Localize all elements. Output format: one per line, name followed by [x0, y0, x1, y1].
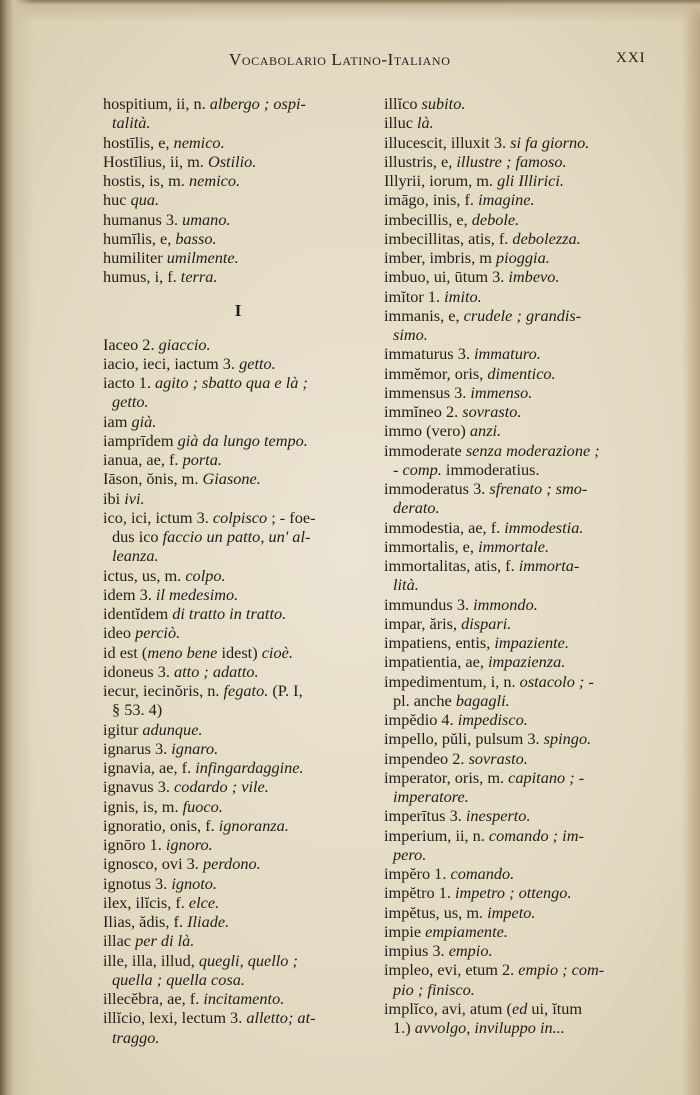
dictionary-line: [384, 729, 674, 748]
dictionary-line: [103, 912, 373, 931]
dictionary-line: [384, 152, 674, 171]
latin-text: illucescit, illuxit 3.: [384, 132, 511, 152]
italian-translation: perciò.: [135, 623, 181, 643]
italian-translation: fuoco.: [182, 796, 223, 816]
dictionary-line: [384, 691, 674, 710]
dictionary-line: [103, 931, 373, 950]
dictionary-line: [384, 633, 674, 652]
italian-translation: impaziente.: [494, 633, 569, 652]
dictionary-line: [384, 229, 674, 248]
dictionary-line: [103, 133, 373, 152]
dictionary-line: [384, 845, 674, 864]
latin-text: ignoratio, onis, f.: [103, 815, 219, 835]
italian-translation: derato.: [393, 498, 440, 518]
latin-text: immortalis, e,: [384, 536, 479, 556]
latin-text: idem 3.: [103, 584, 156, 604]
dictionary-line: [384, 614, 674, 633]
latin-text: humīlis, e,: [103, 228, 176, 248]
italian-translation: debole.: [471, 209, 520, 229]
latin-text: immoderatus 3.: [384, 479, 490, 498]
dictionary-line: [384, 806, 674, 825]
latin-text: ilex, ilĭcis, f.: [103, 892, 189, 912]
dictionary-line: [103, 835, 373, 854]
latin-text: impatiens, entis,: [384, 633, 495, 652]
dictionary-line: [384, 498, 674, 517]
italian-translation: talità.: [112, 113, 151, 133]
italian-translation: empio ; com-: [518, 960, 605, 980]
dictionary-line: [384, 575, 674, 594]
latin-text: Iāson, ŏnis, m.: [103, 469, 203, 489]
latin-text: immortalitas, atis, f.: [384, 556, 519, 575]
dictionary-line: [103, 854, 373, 873]
italian-translation: impeto.: [487, 902, 536, 922]
italian-translation: pio ; finisco.: [393, 979, 475, 999]
latin-text: Ilias, ădis, f.: [103, 912, 188, 931]
italian-translation: terra.: [180, 267, 218, 287]
dictionary-line: [103, 373, 373, 392]
italian-translation: comp.: [402, 459, 442, 479]
dictionary-line: [384, 287, 674, 306]
italian-translation: cioè.: [261, 642, 293, 662]
latin-text: iamprīdem: [103, 430, 178, 450]
dictionary-line: [384, 652, 674, 671]
latin-text: Illyrii, iorum, m.: [384, 171, 498, 190]
dictionary-line: [384, 421, 674, 440]
italian-translation: comando.: [450, 864, 515, 883]
latin-text: id est (: [103, 642, 148, 662]
italian-translation: pioggia.: [495, 248, 550, 267]
dictionary-line: [103, 412, 373, 431]
latin-text: ui, ĭtum: [527, 998, 583, 1018]
latin-text: iecur, iecinŏris, n.: [103, 681, 224, 700]
dictionary-line: [103, 546, 373, 565]
italian-translation: là.: [417, 113, 434, 133]
left-column: [103, 94, 373, 1047]
italian-translation: già da lungo tempo.: [177, 430, 308, 450]
right-column: [384, 94, 674, 1037]
dictionary-line: [103, 354, 373, 373]
latin-text: idoneus 3.: [103, 661, 174, 681]
italian-translation: impetro ; ottengo.: [455, 883, 572, 903]
latin-text: illuc: [384, 113, 418, 133]
italian-translation: dimentico.: [487, 363, 556, 383]
italian-translation: sovrasto.: [468, 748, 528, 768]
italian-translation: immaturo.: [474, 344, 541, 364]
dictionary-line: [384, 941, 674, 960]
dictionary-line: [384, 248, 674, 267]
dictionary-line: [384, 190, 674, 209]
latin-text: impĕdio 4.: [384, 710, 458, 729]
dictionary-line: [384, 344, 674, 363]
dictionary-line: [384, 402, 674, 421]
italian-translation: immodestia.: [504, 517, 584, 537]
dictionary-line: [384, 922, 674, 941]
dictionary-line: [384, 672, 674, 691]
dictionary-line: [384, 883, 674, 902]
latin-text: Iaceo 2.: [103, 334, 159, 354]
latin-text: ictus, us, m.: [103, 565, 186, 585]
italian-translation: simo.: [393, 325, 428, 344]
italian-translation: immortale.: [478, 536, 550, 556]
italian-translation: si fa giorno.: [510, 132, 590, 152]
italian-translation: inesperto.: [465, 806, 531, 826]
italian-translation: empiamente.: [425, 921, 508, 941]
italian-translation: sovrasto.: [462, 402, 522, 421]
italian-translation: agito ; sbatto qua e là ;: [155, 373, 308, 392]
dictionary-line: [384, 903, 674, 922]
latin-text: imperator, oris, m.: [384, 767, 509, 787]
dictionary-line: [103, 758, 373, 777]
latin-text: 1.): [393, 1018, 415, 1037]
italian-translation: traggo.: [112, 1027, 160, 1047]
latin-text: humiliter: [103, 248, 167, 267]
latin-text: immaturus 3.: [384, 344, 474, 364]
latin-text: hospitium, ii, n.: [103, 94, 210, 113]
italian-translation: elce.: [188, 892, 220, 912]
dictionary-line: [103, 585, 373, 604]
dictionary-line: [103, 210, 373, 229]
italian-translation: gli Illirici.: [497, 171, 564, 190]
italian-translation: umilmente.: [166, 248, 239, 267]
italian-translation: perdono.: [202, 854, 261, 874]
latin-text: illĭcio, lexi, lectum 3.: [103, 1008, 247, 1028]
latin-text: imperium, ii, n.: [384, 825, 489, 845]
latin-text: ibi: [103, 488, 125, 508]
dictionary-line: [384, 479, 674, 498]
italian-translation: lità.: [393, 575, 419, 595]
italian-translation: comando ; im-: [488, 825, 584, 845]
dictionary-line: [103, 469, 373, 488]
italian-translation: ivi.: [124, 488, 145, 508]
latin-text: igitur: [103, 719, 143, 739]
italian-translation: immondo.: [473, 594, 538, 614]
latin-text: immoderatius.: [441, 459, 540, 479]
latin-text: illecĕbra, ae, f.: [103, 989, 204, 1008]
italian-translation: per di là.: [135, 931, 195, 951]
italian-translation: nemico.: [173, 132, 225, 152]
dictionary-line: [103, 335, 373, 354]
latin-text: ille, illa, illud,: [103, 950, 199, 970]
latin-text: implĭco, avi, atum (: [384, 998, 512, 1018]
italian-translation: impazienza.: [487, 652, 566, 672]
italian-translation: dispari.: [461, 613, 512, 633]
latin-text: immoderate: [384, 440, 466, 460]
dictionary-line: [384, 460, 674, 479]
latin-text: ignis, is, m.: [103, 796, 183, 816]
dictionary-line: [103, 113, 373, 132]
latin-text: ianua, ae, f.: [103, 450, 183, 469]
italian-translation: illustre ; famoso.: [456, 151, 567, 171]
section-letter-heading: I: [234, 300, 242, 320]
latin-text: ignavus 3.: [103, 777, 174, 797]
italian-translation: infingardaggine.: [195, 758, 304, 777]
italian-translation: di tratto in tratto.: [172, 604, 287, 623]
italian-translation: imagine.: [478, 190, 535, 210]
italian-translation: incitamento.: [203, 989, 285, 1008]
dictionary-line: [103, 643, 373, 662]
italian-translation: basso.: [175, 228, 217, 248]
running-header: [0, 50, 700, 74]
italian-translation: nemico.: [188, 171, 241, 190]
italian-translation: anzi.: [469, 421, 502, 441]
dictionary-line: [103, 777, 373, 796]
dictionary-line: [103, 893, 373, 912]
latin-text: iacio, ieci, iactum 3.: [103, 353, 240, 373]
italian-translation: subito.: [421, 94, 466, 113]
italian-translation: quella ; quella cosa.: [112, 969, 245, 989]
latin-text: (P. I,: [268, 681, 303, 700]
dictionary-line: [103, 229, 373, 248]
latin-text: hostīlis, e,: [103, 132, 174, 152]
italian-translation: senza moderazione ;: [465, 440, 600, 460]
latin-text: humus, i, f.: [103, 267, 181, 287]
italian-translation: capitano ; -: [508, 767, 585, 787]
italian-translation: imperatore.: [393, 787, 469, 806]
latin-text: ; - foe-: [267, 507, 316, 527]
italian-translation: colpo.: [185, 565, 226, 585]
latin-text: impleo, evi, etum 2.: [384, 960, 519, 980]
dictionary-line: [384, 1018, 674, 1037]
italian-translation: fegato.: [223, 681, 269, 700]
italian-translation: bagagli.: [455, 690, 510, 710]
latin-text: humanus 3.: [103, 209, 183, 229]
latin-text: immodestia, ae, f.: [384, 517, 505, 537]
dictionary-line: [103, 190, 373, 209]
italian-translation: debolezza.: [512, 228, 581, 248]
dictionary-line: [384, 537, 674, 556]
header-title: Vocabolario Latino-Italiano: [229, 50, 451, 69]
dictionary-line: [103, 94, 373, 113]
latin-text: iam: [103, 411, 132, 431]
latin-text: impie: [384, 921, 426, 941]
dictionary-line: [384, 94, 674, 113]
dictionary-line: [384, 980, 674, 999]
italian-translation: codardo ; vile.: [174, 777, 269, 797]
dictionary-line: [384, 787, 674, 806]
italian-translation: getto.: [239, 353, 276, 373]
italian-translation: empio.: [448, 941, 493, 960]
latin-text: ignosco, ovi 3.: [103, 854, 203, 874]
dictionary-line: [384, 306, 674, 325]
italian-translation: il medesimo.: [155, 584, 239, 604]
latin-text: huc: [103, 190, 131, 210]
dictionary-line: [384, 383, 674, 402]
italian-translation: immenso.: [470, 382, 533, 402]
italian-translation: sfrenato ; smo-: [489, 479, 588, 498]
dictionary-line: [384, 768, 674, 787]
italian-translation: avvolgo, inviluppo in...: [414, 1018, 565, 1037]
italian-translation: adunque.: [142, 719, 203, 739]
italian-translation: impedisco.: [457, 710, 528, 729]
dictionary-line: [384, 325, 674, 344]
italian-translation: Ostilio.: [207, 151, 257, 171]
italian-translation: pero.: [393, 844, 427, 864]
italian-translation: qua.: [130, 190, 160, 210]
dictionary-line: [103, 248, 373, 267]
italian-translation: leanza.: [112, 546, 159, 566]
dictionary-line: [103, 739, 373, 758]
dictionary-line: [103, 681, 373, 700]
dictionary-line: [384, 595, 674, 614]
italian-translation: imito.: [444, 286, 482, 306]
dictionary-line: [103, 171, 373, 190]
latin-text: impĕro 1.: [384, 864, 451, 883]
dictionary-line: [103, 700, 373, 719]
dictionary-line: [103, 152, 373, 171]
dictionary-line: [103, 431, 373, 450]
dictionary-line: [384, 518, 674, 537]
latin-text: impius 3.: [384, 941, 449, 960]
latin-text: impedimentum, i, n.: [384, 671, 520, 691]
dictionary-line: [103, 527, 373, 546]
italian-translation: ignoro.: [165, 835, 213, 854]
latin-text: illĭco: [384, 94, 422, 113]
italian-translation: faccio un patto, un' al-: [162, 527, 311, 546]
italian-translation: getto.: [112, 392, 149, 412]
latin-text: impello, pŭli, pulsum 3.: [384, 729, 544, 749]
italian-translation: ignaro.: [171, 738, 219, 758]
dictionary-line: [103, 989, 373, 1008]
latin-text: impĕtro 1.: [384, 883, 455, 903]
latin-text: ignōro 1.: [103, 835, 166, 854]
dictionary-line: [103, 1028, 373, 1047]
latin-text: Hostīlius, ii, m.: [103, 151, 208, 171]
italian-translation: ed: [511, 998, 528, 1018]
dictionary-line: [384, 133, 674, 152]
latin-text: imāgo, inis, f.: [384, 190, 479, 210]
dictionary-line: [384, 171, 674, 190]
dictionary-line: [384, 556, 674, 575]
italian-translation: alletto; at-: [246, 1008, 316, 1028]
dictionary-line: [103, 508, 373, 527]
dictionary-line: [103, 874, 373, 893]
dictionary-line: [384, 864, 674, 883]
italian-translation: ostacolo ; -: [519, 671, 594, 691]
italian-translation: albergo ; ospi-: [209, 94, 306, 113]
latin-text: idest): [217, 642, 262, 662]
italian-translation: atto ; adatto.: [174, 661, 259, 681]
latin-text: pl. anche: [393, 690, 456, 710]
italian-translation: ignoto.: [171, 873, 217, 893]
latin-text: hostis, is, m.: [103, 171, 189, 190]
dictionary-line: [384, 826, 674, 845]
italian-translation: immorta-: [518, 556, 580, 575]
dictionary-line: [384, 960, 674, 979]
latin-text: ignarus 3.: [103, 738, 172, 758]
italian-translation: meno bene: [147, 642, 218, 662]
dictionary-line: [103, 566, 373, 585]
dictionary-line: [384, 999, 674, 1018]
latin-text: imbecillis, e,: [384, 209, 472, 229]
latin-text: illac: [103, 931, 136, 951]
latin-text: impar, ăris,: [384, 613, 462, 633]
dictionary-line: [103, 489, 373, 508]
italian-translation: colpisco: [212, 507, 268, 527]
latin-text: § 53. 4): [112, 700, 163, 720]
dictionary-line: [103, 662, 373, 681]
dictionary-line: [384, 267, 674, 286]
dictionary-line: [384, 113, 674, 132]
latin-text: ideo: [103, 623, 136, 643]
dictionary-line: [384, 210, 674, 229]
latin-text: ico, ici, ictum 3.: [103, 507, 213, 527]
latin-text: immundus 3.: [384, 594, 474, 614]
latin-text: -: [393, 459, 403, 479]
latin-text: impĕtus, us, m.: [384, 902, 488, 922]
latin-text: dus ico: [112, 527, 163, 546]
latin-text: iacto 1.: [103, 373, 155, 392]
dictionary-line: [103, 816, 373, 835]
dictionary-line: [103, 970, 373, 989]
italian-translation: crudele ; grandis-: [463, 305, 582, 325]
italian-translation: ignoranza.: [218, 815, 289, 835]
latin-text: immo (vero): [384, 421, 470, 441]
italian-translation: quegli, quello ;: [198, 950, 298, 970]
latin-text: ignavia, ae, f.: [103, 758, 196, 777]
entries-h: [103, 94, 373, 287]
dictionary-line: [103, 720, 373, 739]
dictionary-line: [103, 797, 373, 816]
latin-text: immĕmor, oris,: [384, 363, 488, 383]
latin-text: immensus 3.: [384, 382, 471, 402]
dictionary-line: [103, 604, 373, 623]
latin-text: imĭtor 1.: [384, 286, 445, 306]
italian-translation: già.: [131, 411, 157, 431]
dictionary-line: [103, 450, 373, 469]
entries-i: [103, 335, 373, 1047]
dictionary-line: [384, 364, 674, 383]
italian-translation: Iliade.: [187, 912, 230, 931]
latin-text: imperītus 3.: [384, 806, 466, 826]
latin-text: illustris, e,: [384, 151, 457, 171]
dictionary-line: [103, 1008, 373, 1027]
italian-translation: imbevo.: [508, 267, 560, 287]
dictionary-line: [103, 392, 373, 411]
italian-translation: umano.: [182, 209, 231, 229]
latin-text: imbecillitas, atis, f.: [384, 228, 513, 248]
italian-translation: Giasone.: [202, 469, 261, 489]
latin-text: immĭneo 2.: [384, 402, 463, 421]
dictionary-line: [103, 267, 373, 286]
dictionary-line: [384, 749, 674, 768]
italian-translation: porta.: [182, 450, 222, 469]
page-number: XXI: [616, 50, 646, 66]
dictionary-line: [384, 441, 674, 460]
latin-text: identĭdem: [103, 604, 173, 623]
italian-translation: giaccio.: [158, 334, 211, 354]
dictionary-line: [384, 710, 674, 729]
latin-text: imber, imbris, m: [384, 248, 496, 267]
latin-text: impendeo 2.: [384, 748, 469, 768]
latin-text: immanis, e,: [384, 305, 464, 325]
dictionary-line: [103, 623, 373, 642]
latin-text: imbuo, ui, ūtum 3.: [384, 267, 509, 287]
latin-text: impatientia, ae,: [384, 652, 488, 672]
italian-translation: spingo.: [543, 729, 592, 749]
latin-text: ignotus 3.: [103, 873, 172, 893]
dictionary-line: [103, 951, 373, 970]
